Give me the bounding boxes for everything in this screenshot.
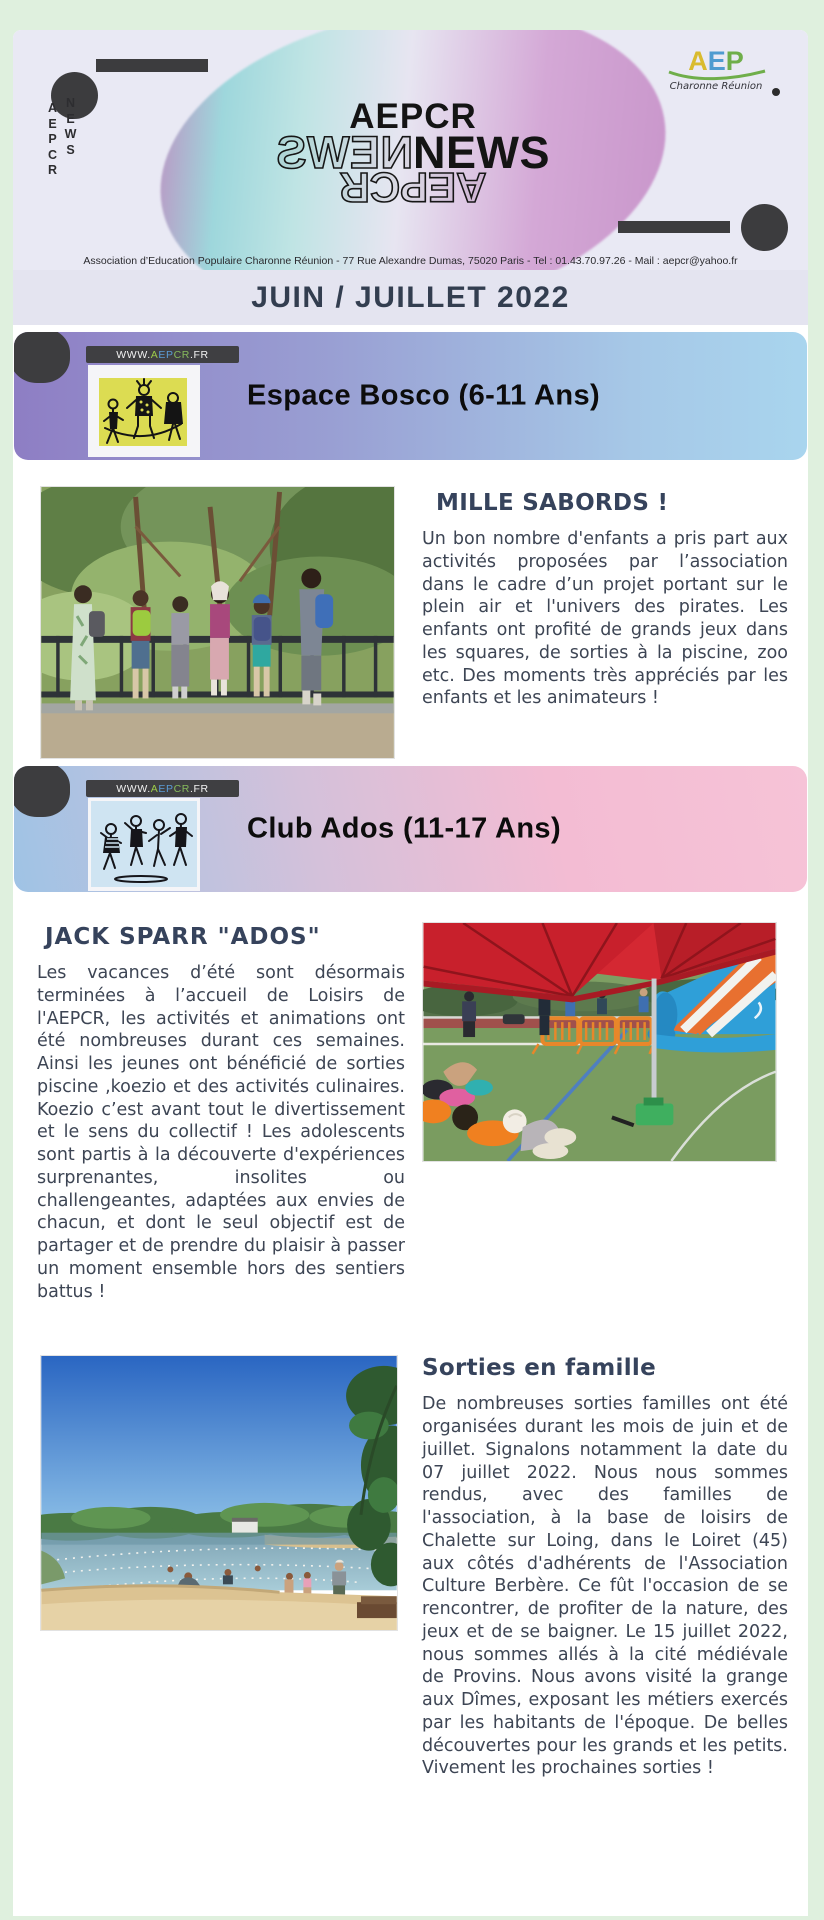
bar-decoration-bottom-right (618, 221, 730, 233)
www-letter-a: A (150, 348, 159, 361)
newsletter-page (13, 30, 808, 1916)
article-text-column (422, 1355, 788, 1780)
www-letter-e: E (158, 348, 166, 361)
logo-aepcr-line: AEPCR (349, 97, 477, 136)
vertical-news-text: NEWS (64, 96, 77, 157)
article-mille-sabords (13, 486, 808, 759)
www-text: WWW. (116, 782, 151, 795)
section-title-espace-bosco: Espace Bosco (6-11 Ans) (247, 379, 601, 412)
www-letter-c: C (173, 782, 182, 795)
aep-charonne-logo (646, 48, 786, 92)
website-link[interactable] (86, 780, 239, 797)
www-letter-e: E (158, 782, 166, 795)
www-letter-c: C (173, 348, 182, 361)
article-heading: MILLE SABORDS ! (436, 490, 669, 516)
www-fr-text: .FR (189, 348, 209, 361)
masthead (13, 30, 808, 270)
article-body: Un bon nombre d'enfants a pris part aux activités proposées par l’association dans le cadre d’un projet portant sur le plein air et l'univers des pirates. Les enfants ont profité de grands jeux dans les squares, de sorties à la piscine, zoo etc. Des moments très appréciés par les enfants et les animateurs ! (422, 529, 788, 709)
aep-letter-a: A (688, 46, 708, 76)
inflatable-slide-photo (422, 922, 777, 1162)
aep-letter-e: E (707, 46, 726, 76)
jump-rope-illustration (88, 365, 200, 457)
article-body: De nombreuses sorties familles ont été organisées durant les mois de juin et de juillet. Signalons notamment la date du 07 juillet 2022. Nous nous sommes rendus, avec des familles de l'association, à la base de loisirs de Chalette sur Loing, dans le Loiret (45) aux côtés d'adhérents de l'Association Culture Berbère. Ce fût l'occasion de se rencontrer, de profiter de la nature, des jeux et de se baigner. Le 15 juillet 2022, nous sommes allés à la cité médiévale de Provins. Nous avons visité la grange aux Dîmes, exposant les métiers exercés par les habitants de l'époque. De belles découvertes pour les grands et les petits. Vivement les prochaines sorties ! (422, 1394, 788, 1779)
month-banner (13, 270, 808, 325)
children-zoo-photo (40, 486, 395, 759)
circle-decoration (14, 332, 70, 383)
website-link[interactable] (86, 346, 239, 363)
bar-decoration-top-left (96, 59, 208, 72)
banner-espace-bosco (14, 332, 807, 460)
logo-aepcr-flipped: AEPCR (339, 164, 487, 211)
article-text-column (37, 922, 405, 1303)
aep-letter-p: P (725, 46, 744, 76)
www-letter-p: P (166, 782, 174, 795)
article-body: Les vacances d’été sont désormais terminées à l’accueil de Loisirs de l'AEPCR, les activités et animations ont été nombreuses durant ces semaines. Ainsi les jeunes ont bénéficié de sorties piscine ,koezio et des activités culinaires. Koezio c’est avant tout le divertissement et le sens du collectif ! Les adolescents sont partis à la découverte d'expériences surprenantes, insolites ou challengeantes, adaptées aux envies de chacun, et dont le seul objectif est de partager et de prendre du plaisir à passer un moment ensemble hors des sentiers battus ! (37, 963, 405, 1302)
aepcr-news-logo (273, 97, 553, 211)
section-title-club-ados: Club Ados (11-17 Ans) (247, 812, 562, 845)
logo-news-solid: NEWS (413, 127, 550, 178)
dancing-teens-illustration (88, 798, 200, 891)
circle-decoration (14, 766, 70, 817)
article-heading: JACK SPARR "ADOS" (45, 924, 321, 950)
www-letter-r: R (181, 348, 190, 361)
www-fr-text: .FR (189, 782, 209, 795)
vertical-aepcr-text: AEPCR (47, 101, 58, 177)
article-text-column (422, 486, 788, 759)
article-sorties-famille (13, 1355, 808, 1780)
www-letter-p: P (166, 348, 174, 361)
circle-decoration-bottom-right (741, 204, 788, 251)
www-text: WWW. (116, 348, 151, 361)
aep-letters (646, 48, 786, 75)
banner-club-ados (14, 766, 807, 892)
dot-decoration (772, 88, 780, 96)
logo-news-mirrored: NEWS (276, 127, 413, 178)
article-heading: Sorties en famille (422, 1355, 657, 1382)
www-letter-a: A (150, 782, 159, 795)
lake-beach-photo (40, 1355, 398, 1631)
association-address-line: Association d’Education Populaire Charonne Réunion - 77 Rue Alexandre Dumas, 75020 Paris - Tel : 01.43.70.97.26 - Mail : aepcr@yahoo.fr (83, 255, 738, 267)
aep-subtitle: Charonne Réunion (669, 81, 763, 92)
article-jack-sparr (13, 922, 808, 1303)
www-letter-r: R (181, 782, 190, 795)
month-title: JUIN / JUILLET 2022 (251, 280, 570, 314)
